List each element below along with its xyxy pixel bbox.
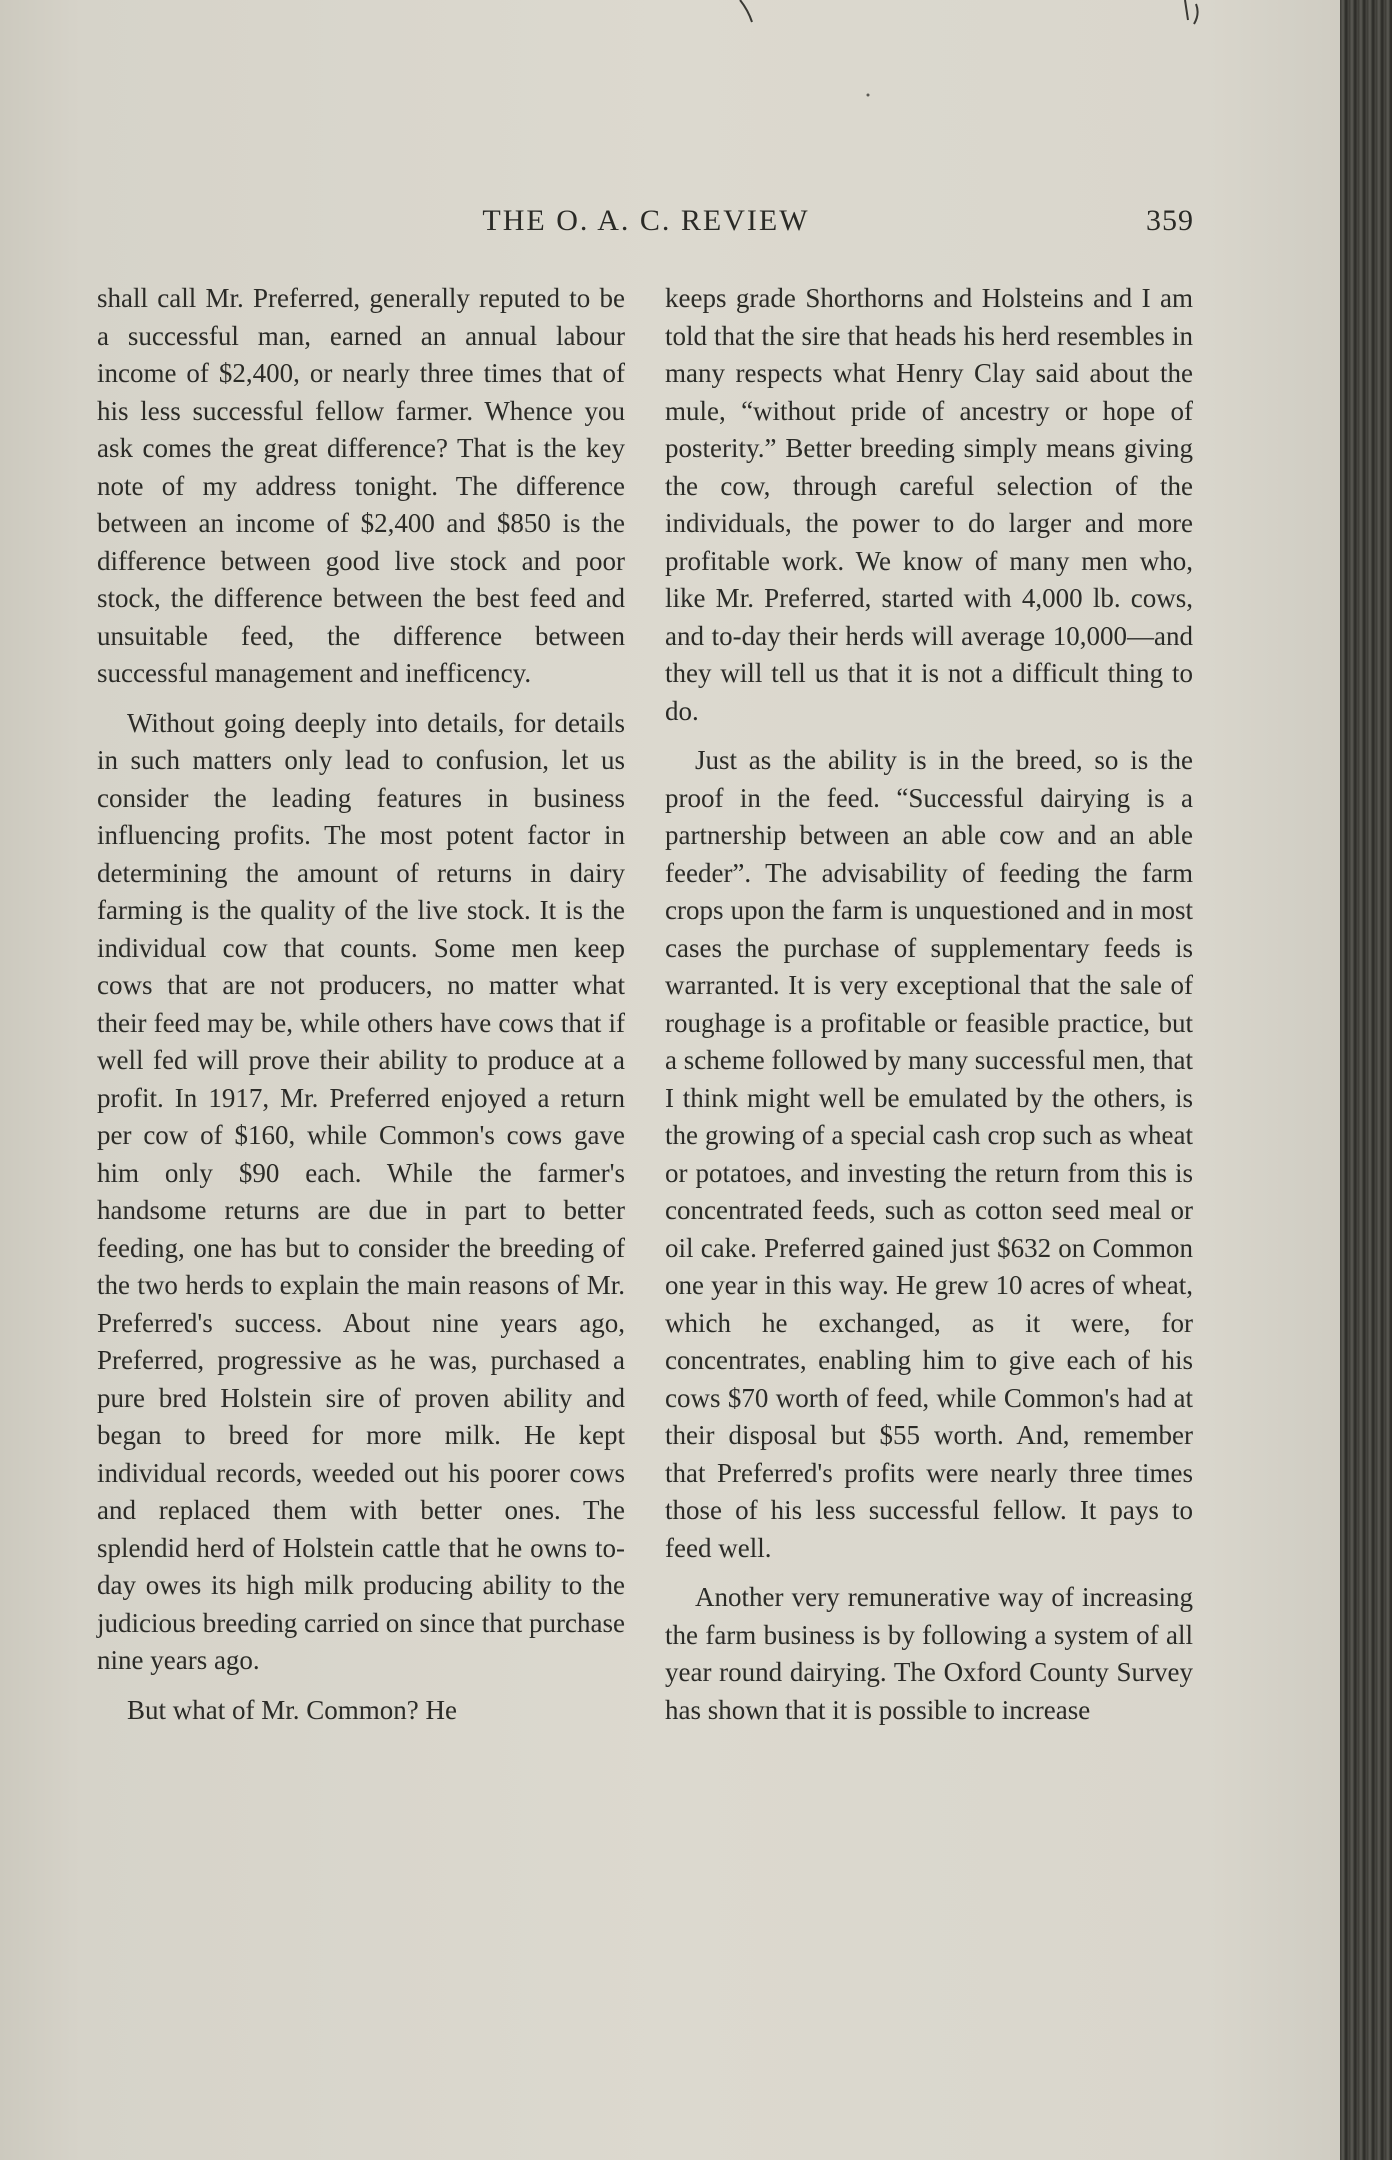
paragraph-continued: shall call Mr. Preferred, generally reputed to be a successful man, earned an annual labour income of $2,400, or nearly three times that of his less successful fellow farmer. Whence you ask comes the great difference? That is the key note of my address tonight. The difference between an income of $2,400 and $850 is the difference between good live stock and poor stock, the difference between the best feed and unsuitable feed, the difference between successful management and inefficency. — [97, 283, 625, 688]
paragraph: Another very remunerative way of increasing the farm business is by following a system of all year round dairying. The Oxford County Survey has shown that it is possible to increase — [665, 1582, 1193, 1725]
paragraph: But what of Mr. Common? He — [127, 1694, 457, 1725]
page-number: 359 — [1146, 204, 1194, 237]
scan-marks — [0, 0, 1340, 140]
paragraph: Without going deeply into details, for details in such matters only lead to confusion, let us consider the leading features in business influencing profits. The most potent factor in determining the amount of returns in dairy farming is the quality of the live stock. It is the individual cow that counts. Some men keep cows that are not producers, no matter what their feed may be, while others have cows that if well fed will prove their ability to produce at a profit. In 1917, Mr. Preferred enjoyed a return per cow of $160, while Common's cows gave him only $90 each. While the farmer's handsome returns are due in part to better feeding, one has but to consider the breeding of the two herds to explain the main reasons of Mr. Preferred's success. About nine years ago, Preferred, progressive as he was, purchased a pure bred Holstein sire of proven ability and began to breed for more milk. He kept individual records, weeded out his poorer cows and replaced them with better ones. The splendid herd of Holstein cattle that he owns to-day owes its high milk producing ability to the judicious breeding carried on since that purchase nine years ago. — [97, 707, 625, 1675]
journal-title: THE O. A. C. REVIEW — [482, 204, 810, 237]
paragraph-continued: keeps grade Shorthorns and Holsteins and I am told that the sire that heads his herd resembles in many respects what Henry Clay said about the mule, “without pride of ancestry or hope of posterity.” Better breeding simply means giving the cow, through careful selection of the individuals, the power to do larger and more profitable work. We know of many men who, like Mr. Preferred, started with 4,000 lb. cows, and to-day their herds will average 10,000—and they will tell us that it is not a difficult thing to do. — [665, 283, 1193, 726]
running-head — [98, 204, 1194, 244]
right-column — [665, 280, 1193, 1741]
left-column — [97, 280, 625, 1741]
paragraph: Just as the ability is in the breed, so is the proof in the feed. “Successful dairying is a partnership between an able cow and an able feeder”. The advisability of feeding the farm crops upon the farm is unquestioned and in most cases the purchase of supplementary feeds is warranted. It is very exceptional that the sale of roughage is a profitable or feasible practice, but a scheme followed by many successful men, that I think might well be emulated by the others, is the growing of a special cash crop such as wheat or potatoes, and investing the return from this is concentrated feeds, such as cotton seed meal or oil cake. Preferred gained just $632 on Common one year in this way. He grew 10 acres of wheat, which he exchanged, as it were, for concentrates, enabling him to give each of his cows $70 worth of feed, while Common's had at their disposal but $55 worth. And, remember that Preferred's profits were nearly three times those of his less successful fellow. It pays to feed well. — [665, 745, 1193, 1563]
book-edge — [1340, 0, 1392, 2160]
